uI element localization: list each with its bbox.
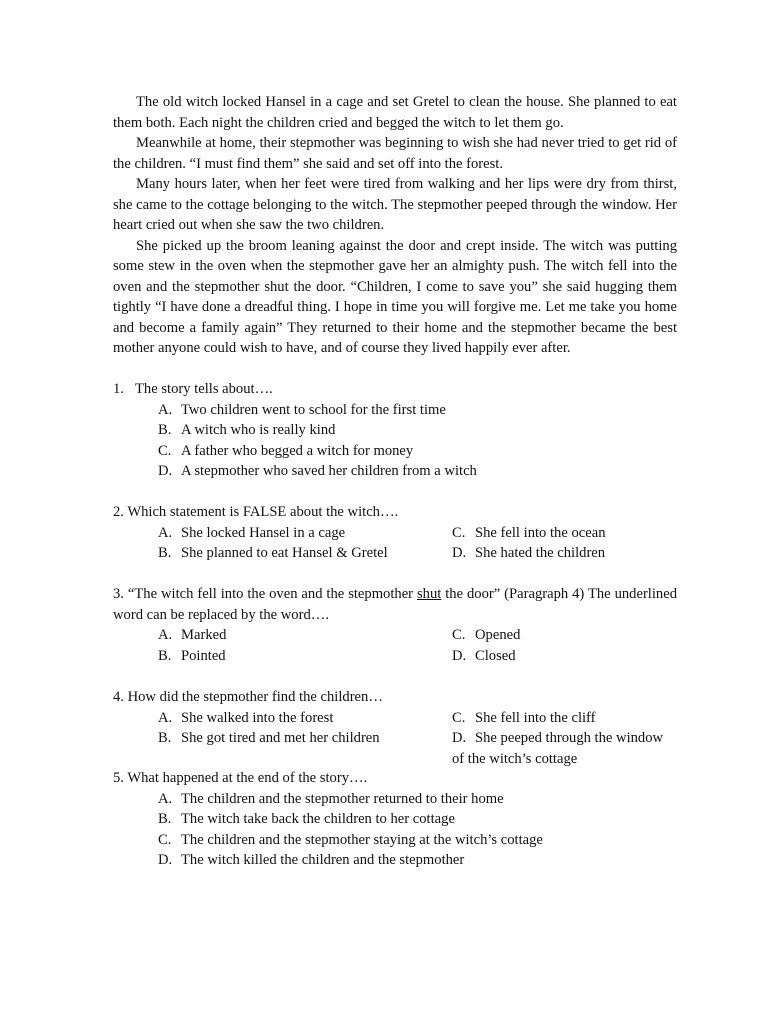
option-2a: A. She locked Hansel in a cage: [158, 524, 346, 541]
question-4-text: 4. How did the stepmother find the children…: [113, 689, 383, 705]
question-3-text: 3. “The witch fell into the oven and the stepmother shut the door” (Paragraph 4) The underlined word can be replaced by the word….: [113, 586, 677, 623]
option-3b: B. Pointed: [158, 647, 226, 664]
option-3d: D. Closed: [452, 647, 516, 664]
question-4-options: [158, 708, 677, 770]
question-1-text: 1. The story tells about….: [113, 381, 273, 397]
question-3-options: [158, 625, 677, 666]
option-5b: B. The witch take back the children to her cottage: [158, 811, 455, 827]
option-4c: C. She fell into the cliff: [452, 709, 596, 726]
option-1d: D. A stepmother who saved her children from a witch: [158, 463, 477, 479]
option-3c: C. Opened: [452, 627, 521, 643]
question-2-text: 2. Which statement is FALSE about the witch….: [113, 504, 399, 520]
option-2b: B. She planned to eat Hansel & Gretel: [158, 545, 388, 561]
question-2: [113, 502, 677, 564]
question-4: [113, 687, 677, 769]
option-4b: B. She got tired and met her children: [158, 730, 380, 746]
story-paragraph-3: Many hours later, when her feet were tired from walking and her lips were dry from thirst, she came to the cottage belonging to the witch. The stepmother peeped through the window. Her heart cried out when she saw the two children.: [113, 176, 677, 233]
option-2d: D. She hated the children: [452, 545, 606, 561]
option-4a: A. She walked into the forest: [158, 709, 334, 726]
question-2-options: [158, 523, 677, 564]
story-text: [113, 92, 677, 359]
question-5-text: 5. What happened at the end of the story….: [113, 770, 368, 786]
option-4d: D. She peeped through the window of the witch’s cottage: [452, 730, 664, 767]
underlined-word: shut: [416, 586, 442, 602]
option-5c: C. The children and the stepmother staying at the witch’s cottage: [158, 831, 543, 848]
question-1-options: [113, 400, 677, 482]
option-2c: C. She fell into the ocean: [452, 524, 606, 541]
option-3a: A. Marked: [158, 627, 227, 643]
option-1c: C. A father who begged a witch for money: [158, 442, 414, 459]
question-1: [113, 379, 677, 482]
question-5: [113, 768, 677, 871]
option-5a: A. The children and the stepmother returned to their home: [158, 790, 504, 807]
question-5-options: [113, 789, 677, 871]
story-paragraph-2: Meanwhile at home, their stepmother was beginning to wish she had never tried to get rid of the children. “I must find them” she said and set off into the forest.: [113, 135, 677, 172]
story-paragraph-1: The old witch locked Hansel in a cage and set Gretel to clean the house. She planned to eat them both. Each night the children cried and begged the witch to let them go.: [113, 94, 677, 131]
story-paragraph-4: She picked up the broom leaning against the door and crept inside. The witch was putting some stew in the oven when the stepmother gave her an almighty push. The witch fell into the oven and the stepmother shut the door. “Children, I come to save you” she said hugging them tightly “I have done a dreadful thing. I hope in time you will forgive me. Let me take you home and become a family again” They returned to their home and the stepmother became the best mother anyone could wish to have, and of course they lived happily ever after.: [113, 237, 677, 356]
option-1a: A. Two children went to school for the first time: [158, 401, 446, 418]
option-5d: D. The witch killed the children and the stepmother: [158, 852, 465, 868]
question-3: [113, 584, 677, 666]
option-1b: B. A witch who is really kind: [158, 422, 336, 438]
